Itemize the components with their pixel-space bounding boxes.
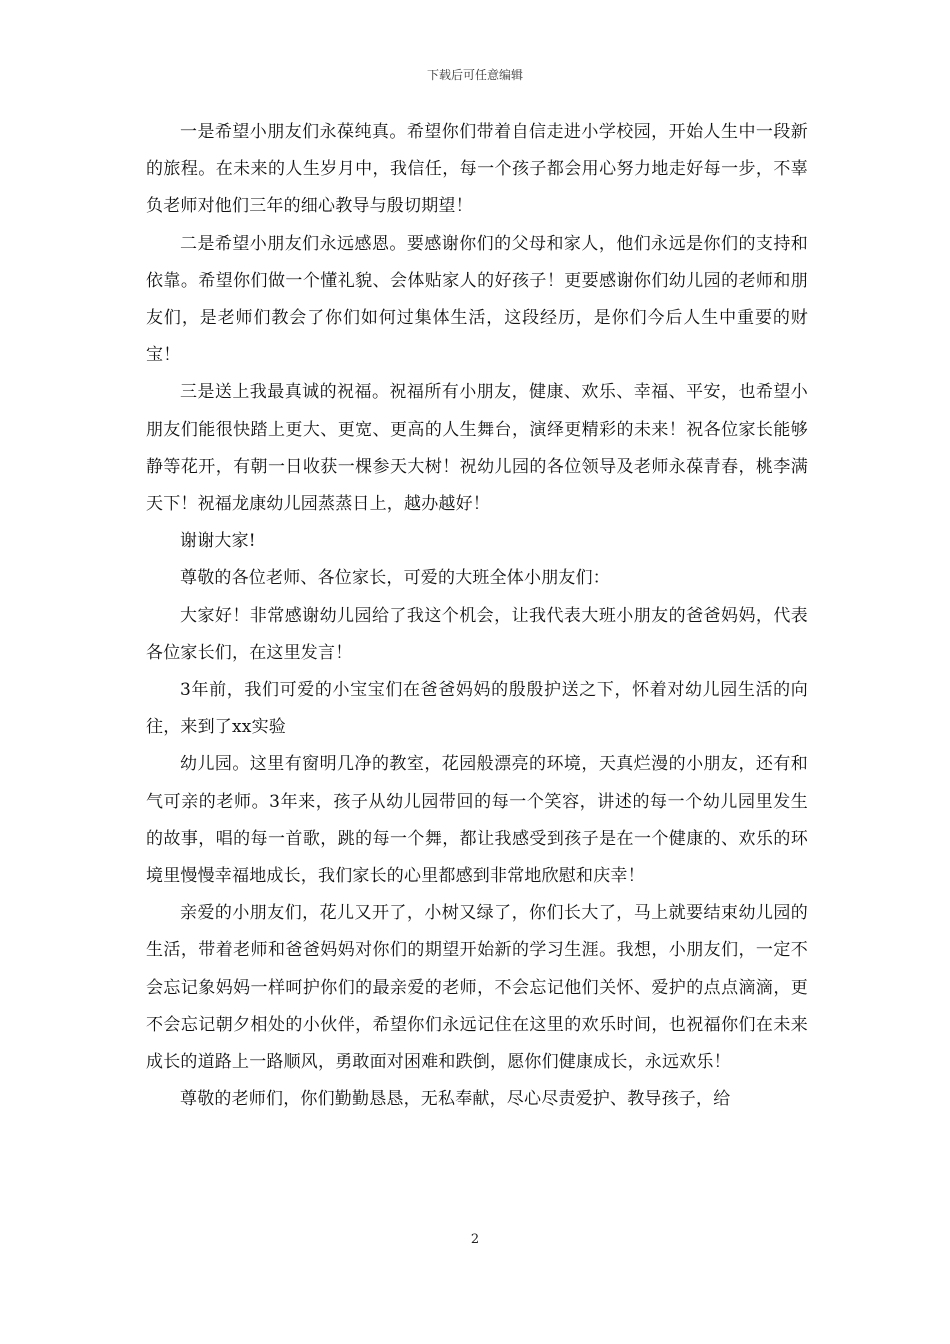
paragraph: 尊敬的老师们，你们勤勤恳恳，无私奉献，尽心尽责爱护、教导孩子，给 [180, 1089, 731, 1110]
paragraph: 幼儿园。这里有窗明几净的教室，花园般漂亮的环境，天真烂漫的小朋友，还有和气可亲的老师。3年来，孩子从幼儿园带回的每一个笑容，讲述的每一个幼儿园里发生的故事，唱的每一首歌，跳的每一个舞，都让我感受到孩子是在一个健康的、欢乐的环境里慢慢幸福地成长，我们家长的心里都感到非常地欣慰和庆幸！ [146, 754, 808, 887]
paragraph: 一是希望小朋友们永葆纯真。希望你们带着自信走进小学校园，开始人生中一段新的旅程。在未来的人生岁月中，我信任，每一个孩子都会用心努力地走好每一步，不辜负老师对他们三年的细心教导与殷切期望！ [146, 122, 808, 217]
paragraph: 三是送上我最真诚的祝福。祝福所有小朋友，健康、欢乐、幸福、平安，也希望小朋友们能很快踏上更大、更宽、更高的人生舞台，演绎更精彩的未来！祝各位家长能够静等花开，有朝一日收获一棵参天大树！祝幼儿园的各位领导及老师永葆青春，桃李满天下！祝福龙康幼儿园蒸蒸日上，越办越好！ [146, 382, 808, 515]
paragraph: 尊敬的各位老师、各位家长，可爱的大班全体小朋友们： [180, 568, 610, 589]
page-header: 下载后可任意编辑 [426, 68, 523, 82]
page-number: 2 [470, 1232, 480, 1247]
paragraph: 二是希望小朋友们永远感恩。要感谢你们的父母和家人，他们永远是你们的支持和依靠。希望你们做一个懂礼貌、会体贴家人的好孩子！更要感谢你们幼儿园的老师和朋友们，是老师们教会了你们如何过集体生活，这段经历，是你们今后人生中重要的财宝！ [146, 233, 808, 366]
paragraph: 大家好！非常感谢幼儿园给了我这个机会，让我代表大班小朋友的爸爸妈妈，代表各位家长们，在这里发言！ [146, 605, 808, 663]
paragraph: 谢谢大家! [180, 531, 256, 552]
document-body [146, 114, 808, 1118]
paragraph: 亲爱的小朋友们，花儿又开了，小树又绿了，你们长大了，马上就要结束幼儿园的生活，带着老师和爸爸妈妈对你们的期望开始新的学习生涯。我想，小朋友们，一定不会忘记象妈妈一样呵护你们的最亲爱的老师，不会忘记他们关怀、爱护的点点滴滴，更不会忘记朝夕相处的小伙伴，希望你们永远记住在这里的欢乐时间，也祝福你们在未来成长的道路上一路顺风，勇敢面对困难和跌倒，愿你们健康成长，永远欢乐！ [146, 903, 808, 1073]
paragraph: 3年前，我们可爱的小宝宝们在爸爸妈妈的殷殷护送之下，怀着对幼儿园生活的向往，来到了xx实验 [146, 680, 808, 738]
